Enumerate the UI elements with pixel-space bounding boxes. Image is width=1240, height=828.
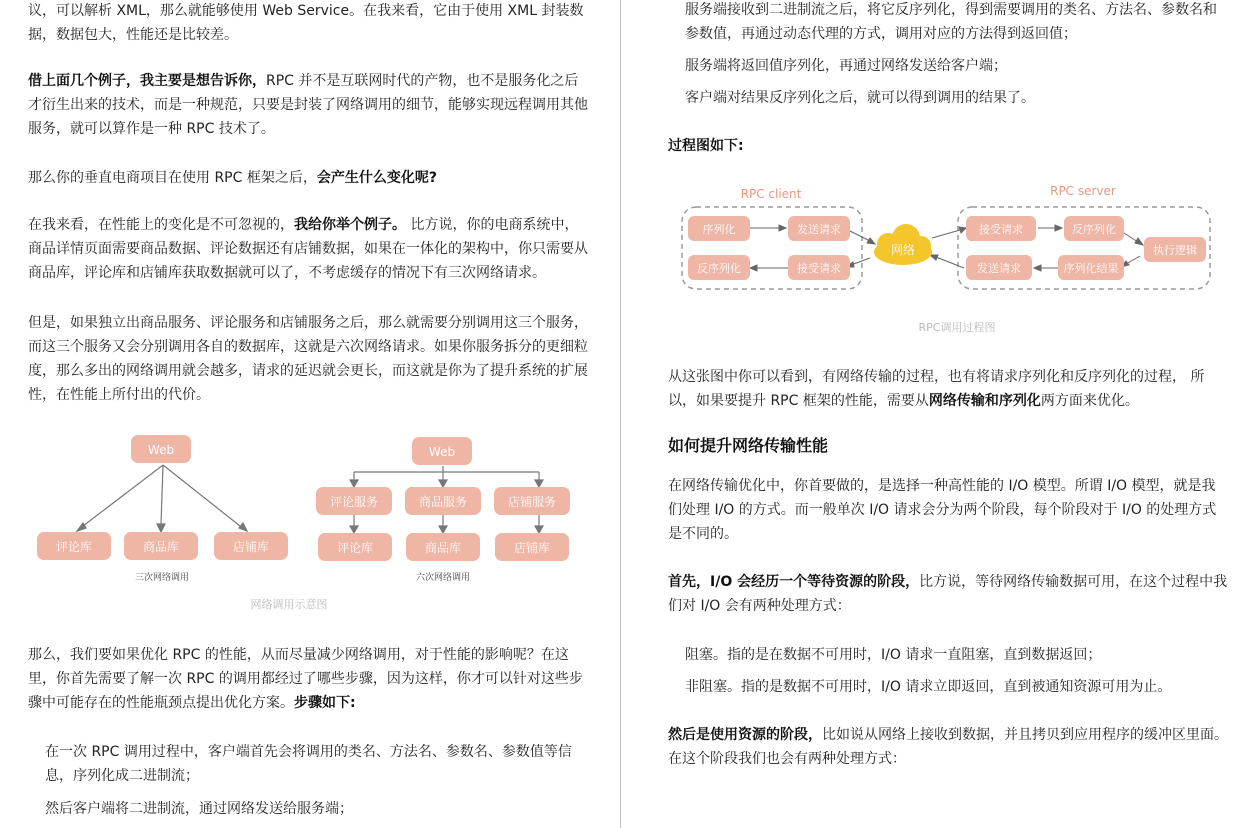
network-diagram-caption: 网络调用示意图 — [250, 598, 328, 611]
network-label: 网络 — [890, 243, 916, 257]
blocking-description: 阻塞。指的是在数据不可用时，I/O 请求一直阻塞，直到数据返回； — [685, 647, 1102, 663]
paragraph-example: 在我来看，在性能上的变化是不可忽视的，我给你举个例子。 比方说，你的电商系统中，商品详情页面需要商品数据、评论数据还有店铺数据，如果在一体化的架构中，你只需要从商品库，评论库和店铺库获取数据就可以了，不考虑缓存的情况下有三次网络请求。 — [28, 217, 588, 281]
three-calls-caption: 三次网络调用 — [134, 573, 190, 583]
non-blocking-description: 非阻塞。指的是数据不可用时，I/O 请求立即返回，直到被通知资源可用为止。 — [685, 679, 1172, 695]
network-call-diagram — [28, 426, 588, 616]
svg-text:接受请求: 接受请求 — [979, 223, 1023, 236]
svg-text:序列化结果: 序列化结果 — [1063, 262, 1119, 275]
web-node-six-label: Web — [428, 445, 456, 459]
svg-text:商品库: 商品库 — [424, 541, 462, 555]
svg-text:发送请求: 发送请求 — [797, 223, 841, 236]
paragraph-use-stage: 然后是使用资源的阶段，比如说从网络上接收到数据，并且拷贝到应用程序的缓冲区里面。在这个阶段我们也会有两种处理方式： — [668, 727, 1228, 767]
svg-text:店铺库: 店铺库 — [232, 540, 270, 554]
step-5: 客户端对结果反序列化之后，就可以得到调用的结果了。 — [685, 90, 1035, 106]
svg-text:商品服务: 商品服务 — [418, 495, 468, 509]
svg-text:店铺服务: 店铺服务 — [507, 495, 557, 509]
rpc-process-diagram — [668, 178, 1228, 340]
svg-text:序列化: 序列化 — [702, 223, 736, 236]
process-diagram-title: 过程图如下: — [668, 138, 744, 154]
paragraph-rpc-steps-intro: 那么，我们要如果优化 RPC 的性能，从而尽量减少网络调用，对于性能的影响呢？在这里，你首先需要了解一次 RPC 的调用都经过了哪些步骤，因为这样，你才可以针对这些步骤中可能存在的性能瓶颈点提出优化方案。步骤如下: — [28, 647, 583, 711]
step-2: 然后客户端将二进制流，通过网络发送给服务端； — [45, 801, 353, 817]
svg-text:发送请求: 发送请求 — [977, 262, 1021, 275]
svg-text:接受请求: 接受请求 — [797, 262, 841, 275]
six-calls-caption: 六次网络调用 — [415, 573, 471, 583]
rpc-server-label: RPC server — [1050, 184, 1116, 198]
three-call-arrows — [77, 465, 247, 532]
svg-text:反序列化: 反序列化 — [1072, 223, 1116, 236]
svg-text:评论库: 评论库 — [336, 541, 374, 555]
svg-text:店铺库: 店铺库 — [513, 541, 551, 555]
step-4: 服务端将返回值序列化，再通过网络发送给客户端； — [685, 58, 1007, 74]
step-1: 在一次 RPC 调用过程中，客户端首先会将调用的类名、方法名、参数名、参数值等信息，序列化成二进制流； — [45, 744, 572, 784]
paragraph-six-requests: 但是，如果独立出商品服务、评论服务和店铺服务之后，那么就需要分别调用这三个服务，而这三个服务又会分别调用各自的数据库，这就是六次网络请求。如果你服务拆分的更细粒度，那么多出的网络调用就会越多，请求的延迟就会更长，而这就是你为了提升系统的扩展性，在性能上所付出的代价。 — [28, 315, 588, 403]
column-divider — [620, 0, 621, 828]
paragraph-wait-stage: 首先，I/O 会经历一个等待资源的阶段，比方说，等待网络传输数据可用，在这个过程中我们对 I/O 会有两种处理方式： — [668, 574, 1228, 614]
svg-text:评论服务: 评论服务 — [329, 495, 379, 509]
rpc-client-label: RPC client — [740, 187, 802, 201]
section-heading-network-performance: 如何提升网络传输性能 — [668, 436, 829, 455]
paragraph-webservice: 议，可以解析 XML，那么就能够使用 Web Service。在我来看，它由于使用 XML 封装数 据，数据包大，性能还是比较差。 — [28, 3, 584, 43]
paragraph-change-question: 那么你的垂直电商项目在使用 RPC 框架之后，会产生什么变化呢? — [28, 170, 437, 186]
svg-text:反序列化: 反序列化 — [697, 262, 741, 275]
web-node-three-label: Web — [147, 443, 175, 457]
svg-text:商品库: 商品库 — [142, 540, 180, 554]
step-3: 服务端接收到二进制流之后，将它反序列化，得到需要调用的类名、方法名、参数名和参数值，再通过动态代理的方式，调用对应的方法得到返回值； — [685, 2, 1217, 42]
svg-text:执行逻辑: 执行逻辑 — [1153, 244, 1197, 257]
svg-text:评论库: 评论库 — [55, 540, 93, 554]
rpc-diagram-caption: RPC调用过程图 — [918, 321, 996, 334]
paragraph-optimize-direction: 从这张图中你可以看到，有网络传输的过程，也有将请求序列化和反序列化的过程， 所以，如果要提升 RPC 框架的性能，需要从网络传输和序列化两方面来优化。 — [668, 369, 1205, 409]
paragraph-io-model: 在网络传输优化中，你首要做的，是选择一种高性能的 I/O 模型。所谓 I/O 模型，就是我们处理 I/O 的方式。而一般单次 I/O 请求会分为两个阶段，每个阶段对于 I/O 的处理方式是不同的。 — [668, 478, 1217, 542]
paragraph-rpc-definition: 借上面几个例子，我主要是想告诉你，RPC 并不是互联网时代的产物，也不是服务化之后才衍生出来的技术，而是一种规范，只要是封装了网络调用的细节，能够实现远程调用其他服务，就可以算作是一种 RPC 技术了。 — [28, 73, 588, 137]
